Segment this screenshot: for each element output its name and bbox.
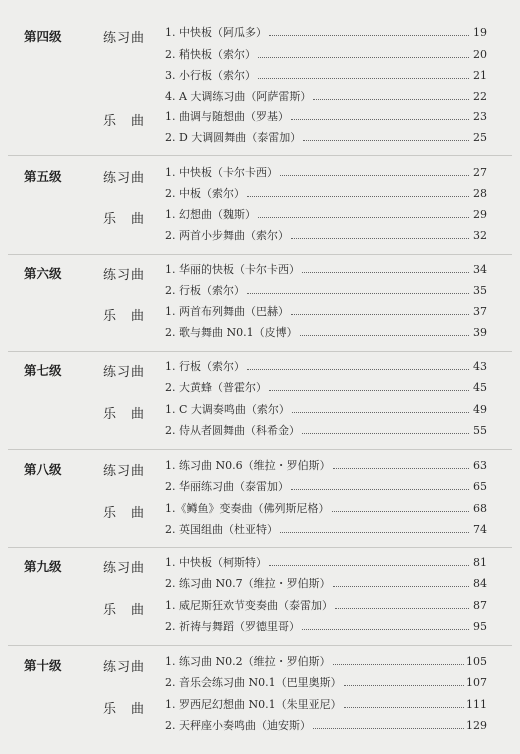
leader-dots bbox=[258, 56, 469, 58]
category-label: 乐 曲 bbox=[103, 407, 146, 422]
category-label: 乐 曲 bbox=[103, 309, 146, 324]
toc-entry[interactable] bbox=[165, 48, 487, 61]
toc-entry[interactable] bbox=[165, 719, 487, 732]
toc-entry[interactable] bbox=[165, 381, 487, 394]
leader-dots bbox=[269, 34, 469, 36]
entry-title: 1. 曲调与随想曲（罗基） bbox=[165, 110, 289, 123]
entry-title: 2. 音乐会练习曲 N0.1（巴里奥斯） bbox=[165, 676, 342, 689]
entry-page: 23 bbox=[473, 110, 487, 123]
leader-dots bbox=[302, 432, 469, 434]
leader-dots bbox=[333, 663, 464, 665]
category-label: 乐 曲 bbox=[103, 603, 146, 618]
toc-entry[interactable] bbox=[165, 26, 487, 39]
toc-entry[interactable] bbox=[165, 424, 487, 437]
entry-title: 2. 稍快板（索尔） bbox=[165, 48, 256, 61]
entry-title: 4. A 大调练习曲（阿萨雷斯） bbox=[165, 90, 312, 103]
toc-entry[interactable] bbox=[165, 577, 487, 590]
entry-title: 2. 华丽练习曲（泰雷加） bbox=[165, 480, 289, 493]
toc-entry[interactable] bbox=[165, 208, 487, 221]
entry-page: 29 bbox=[473, 208, 487, 221]
toc-entry[interactable] bbox=[165, 90, 487, 103]
category-label: 乐 曲 bbox=[103, 702, 146, 717]
entry-title: 1. 中快板（卡尔卡西） bbox=[165, 166, 278, 179]
leader-dots bbox=[302, 628, 469, 630]
entry-title: 2. 大黄蜂（普霍尔） bbox=[165, 381, 267, 394]
category-label: 乐 曲 bbox=[103, 114, 146, 129]
leader-dots bbox=[303, 139, 469, 141]
entry-page: 84 bbox=[473, 577, 487, 590]
leader-dots bbox=[291, 118, 469, 120]
toc-entry[interactable] bbox=[165, 655, 487, 668]
entry-title: 2. 侍从者圆舞曲（科希金） bbox=[165, 424, 300, 437]
leader-dots bbox=[292, 411, 469, 413]
leader-dots bbox=[280, 174, 469, 176]
leader-dots bbox=[344, 706, 464, 708]
toc-entry[interactable] bbox=[165, 620, 487, 633]
entry-page: 107 bbox=[466, 676, 487, 689]
toc-entry[interactable] bbox=[165, 166, 487, 179]
leader-dots bbox=[247, 195, 469, 197]
level-heading: 第八级 bbox=[24, 462, 62, 477]
leader-dots bbox=[335, 607, 469, 609]
category-label: 练习曲 bbox=[103, 660, 146, 675]
entry-title: 1. 练习曲 N0.2（维拉・罗伯斯） bbox=[165, 655, 331, 668]
category-label: 乐 曲 bbox=[103, 212, 146, 227]
entry-title: 1. 罗西尼幻想曲 N0.1（朱里亚尼） bbox=[165, 698, 342, 711]
toc-entry[interactable] bbox=[165, 263, 487, 276]
section-divider bbox=[8, 645, 512, 646]
leader-dots bbox=[333, 467, 469, 469]
entry-title: 1. 练习曲 N0.6（维拉・罗伯斯） bbox=[165, 459, 331, 472]
entry-page: 21 bbox=[473, 69, 487, 82]
leader-dots bbox=[258, 77, 469, 79]
toc-entry[interactable] bbox=[165, 326, 487, 339]
toc-entry[interactable] bbox=[165, 110, 487, 123]
entry-title: 3. 小行板（索尔） bbox=[165, 69, 256, 82]
entry-page: 65 bbox=[473, 480, 487, 493]
category-label: 练习曲 bbox=[103, 268, 146, 283]
entry-title: 1. 幻想曲（魏斯） bbox=[165, 208, 256, 221]
toc-entry[interactable] bbox=[165, 523, 487, 536]
entry-page: 49 bbox=[473, 403, 487, 416]
entry-title: 1.《鳟鱼》变奏曲（佛列斯尼格） bbox=[165, 502, 330, 515]
level-heading: 第九级 bbox=[24, 559, 62, 574]
entry-title: 2. 歌与舞曲 N0.1（皮博） bbox=[165, 326, 298, 339]
category-label: 练习曲 bbox=[103, 365, 146, 380]
entry-title: 2. 行板（索尔） bbox=[165, 284, 245, 297]
toc-entry[interactable] bbox=[165, 459, 487, 472]
entry-title: 2. 祈祷与舞蹈（罗德里哥） bbox=[165, 620, 300, 633]
category-label: 练习曲 bbox=[103, 464, 146, 479]
entry-title: 2. 两首小步舞曲（索尔） bbox=[165, 229, 289, 242]
entry-page: 68 bbox=[473, 502, 487, 515]
entry-page: 19 bbox=[473, 26, 487, 39]
entry-page: 43 bbox=[473, 360, 487, 373]
entry-page: 22 bbox=[473, 90, 487, 103]
category-label: 练习曲 bbox=[103, 561, 146, 576]
level-heading: 第七级 bbox=[24, 363, 62, 378]
leader-dots bbox=[344, 684, 464, 686]
entry-page: 87 bbox=[473, 599, 487, 612]
leader-dots bbox=[269, 389, 469, 391]
leader-dots bbox=[280, 531, 469, 533]
leader-dots bbox=[258, 216, 469, 218]
leader-dots bbox=[313, 98, 469, 100]
entry-title: 1. C 大调奏鸣曲（索尔） bbox=[165, 403, 290, 416]
entry-title: 2. 中板（索尔） bbox=[165, 187, 245, 200]
entry-page: 37 bbox=[473, 305, 487, 318]
entry-page: 55 bbox=[473, 424, 487, 437]
level-heading: 第十级 bbox=[24, 658, 62, 673]
toc-entry[interactable] bbox=[165, 187, 487, 200]
leader-dots bbox=[291, 488, 469, 490]
toc-entry[interactable] bbox=[165, 502, 487, 515]
leader-dots bbox=[291, 237, 469, 239]
entry-title: 2. 英国组曲（杜亚特） bbox=[165, 523, 278, 536]
entry-page: 81 bbox=[473, 556, 487, 569]
entry-title: 1. 威尼斯狂欢节变奏曲（泰雷加） bbox=[165, 599, 333, 612]
leader-dots bbox=[247, 292, 469, 294]
level-heading: 第六级 bbox=[24, 266, 62, 281]
leader-dots bbox=[332, 510, 470, 512]
leader-dots bbox=[333, 585, 469, 587]
entry-title: 1. 华丽的快板（卡尔卡西） bbox=[165, 263, 300, 276]
entry-page: 28 bbox=[473, 187, 487, 200]
section-divider bbox=[8, 547, 512, 548]
toc-entry[interactable] bbox=[165, 403, 487, 416]
entry-page: 39 bbox=[473, 326, 487, 339]
toc-entry[interactable] bbox=[165, 599, 487, 612]
entry-page: 32 bbox=[473, 229, 487, 242]
entry-page: 129 bbox=[466, 719, 487, 732]
toc-entry[interactable] bbox=[165, 360, 487, 373]
entry-page: 25 bbox=[473, 131, 487, 144]
toc-entry[interactable] bbox=[165, 229, 487, 242]
toc-entry[interactable] bbox=[165, 131, 487, 144]
entry-page: 20 bbox=[473, 48, 487, 61]
category-label: 练习曲 bbox=[103, 171, 146, 186]
entry-page: 105 bbox=[466, 655, 487, 668]
entry-title: 1. 两首布列舞曲（巴赫） bbox=[165, 305, 289, 318]
entry-page: 63 bbox=[473, 459, 487, 472]
section-divider bbox=[8, 155, 512, 156]
leader-dots bbox=[300, 334, 469, 336]
toc-entry[interactable] bbox=[165, 305, 487, 318]
entry-title: 1. 中快板（柯斯特） bbox=[165, 556, 267, 569]
section-divider bbox=[8, 351, 512, 352]
entry-page: 27 bbox=[473, 166, 487, 179]
entry-page: 74 bbox=[473, 523, 487, 536]
entry-page: 111 bbox=[466, 698, 487, 711]
level-heading: 第四级 bbox=[24, 29, 62, 44]
entry-title: 1. 中快板（阿瓜多） bbox=[165, 26, 267, 39]
section-divider bbox=[8, 254, 512, 255]
leader-dots bbox=[313, 727, 464, 729]
toc-entry[interactable] bbox=[165, 556, 487, 569]
entry-page: 45 bbox=[473, 381, 487, 394]
toc-entry[interactable] bbox=[165, 676, 487, 689]
toc-entry[interactable] bbox=[165, 69, 487, 82]
leader-dots bbox=[291, 313, 469, 315]
level-heading: 第五级 bbox=[24, 169, 62, 184]
leader-dots bbox=[247, 368, 469, 370]
category-label: 乐 曲 bbox=[103, 506, 146, 521]
entry-title: 1. 行板（索尔） bbox=[165, 360, 245, 373]
entry-page: 35 bbox=[473, 284, 487, 297]
entry-title: 2. 练习曲 N0.7（维拉・罗伯斯） bbox=[165, 577, 331, 590]
toc-entry[interactable] bbox=[165, 698, 487, 711]
category-label: 练习曲 bbox=[103, 31, 146, 46]
section-divider bbox=[8, 449, 512, 450]
entry-title: 2. 天秤座小奏鸣曲（迪安斯） bbox=[165, 719, 311, 732]
toc-entry[interactable] bbox=[165, 284, 487, 297]
entry-page: 95 bbox=[473, 620, 487, 633]
leader-dots bbox=[269, 564, 469, 566]
entry-page: 34 bbox=[473, 263, 487, 276]
leader-dots bbox=[302, 271, 469, 273]
entry-title: 2. D 大调圆舞曲（泰雷加） bbox=[165, 131, 302, 144]
toc-entry[interactable] bbox=[165, 480, 487, 493]
